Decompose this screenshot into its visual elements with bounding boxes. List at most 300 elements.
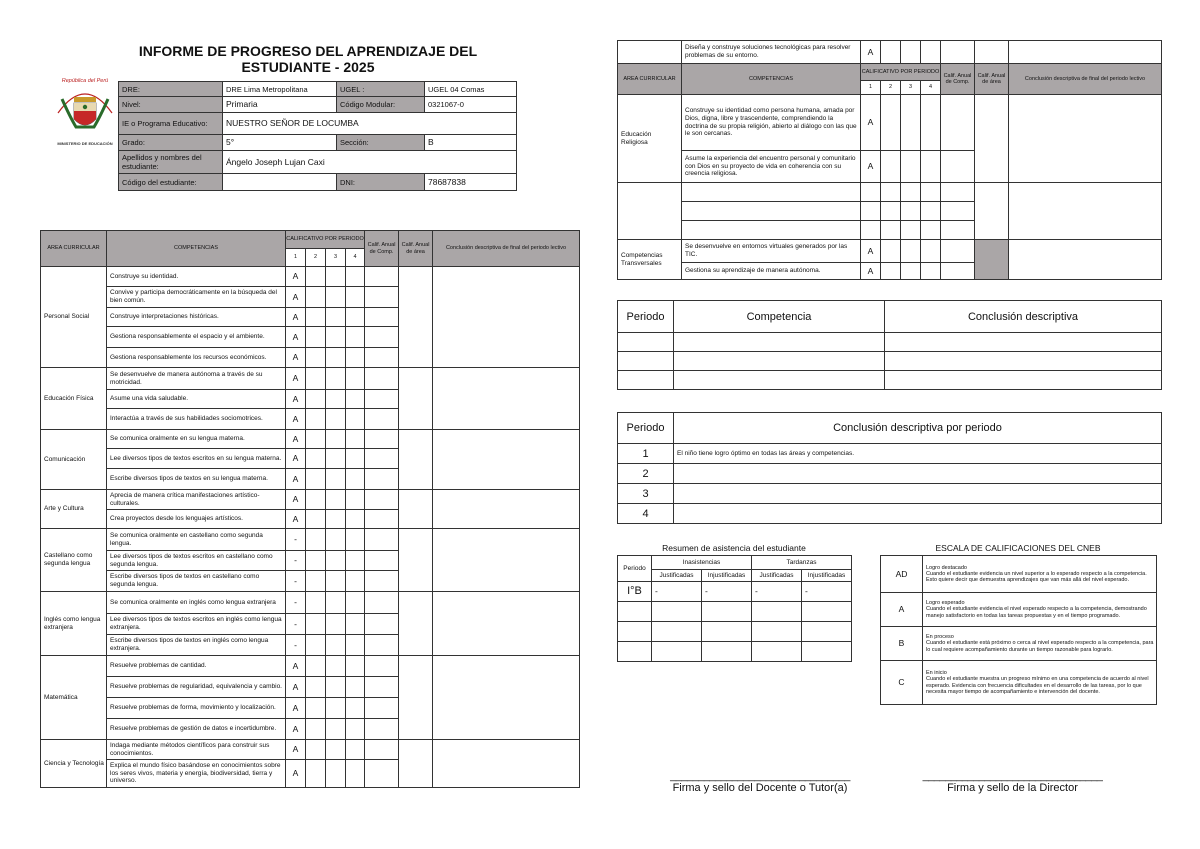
conclusion-header: Conclusión descriptiva	[885, 301, 1162, 333]
calif-comp-cell	[365, 267, 399, 287]
competency-text: Asume una vida saludable.	[107, 390, 286, 409]
grade-p2	[306, 635, 326, 656]
calif-comp-cell	[365, 490, 399, 510]
competency-text: Resuelve problemas de gestión de datos e incertidumbre.	[107, 719, 286, 740]
grade-p2	[306, 677, 326, 698]
grade-p3	[326, 510, 346, 529]
document-title: INFORME DE PROGRESO DEL APRENDIZAJE DEL ESTUDIANTE - 2025	[138, 43, 478, 75]
grade-p2	[306, 368, 326, 390]
conclusion-cell	[433, 490, 580, 529]
grade-p1: A	[861, 41, 881, 64]
coat-of-arms-icon	[50, 77, 120, 147]
conclusion-cell	[433, 592, 580, 656]
scale-row	[881, 627, 1157, 661]
grade-p3	[326, 348, 346, 368]
grade-p1: A	[861, 240, 881, 263]
grade-p3	[326, 656, 346, 677]
grade-p3	[326, 760, 346, 788]
grade-p1: A	[861, 95, 881, 151]
grade-p1: A	[861, 263, 881, 280]
calif-comp-header: Calif. Anual de Comp.	[941, 64, 975, 95]
grade-p1: A	[286, 348, 306, 368]
competency-text: Resuelve problemas de cantidad.	[107, 656, 286, 677]
grade-p4	[346, 327, 365, 348]
ugel-label: UGEL :	[337, 82, 425, 97]
periodo-header: Periodo	[618, 301, 674, 333]
competency-text: Lee diversos tipos de textos escritos en inglés como lengua extranjera.	[107, 614, 286, 635]
area-name: Ciencia y Tecnología	[41, 740, 107, 788]
attendance-value: -	[802, 582, 852, 602]
calif-comp-header: Calif. Anual de Comp.	[365, 231, 399, 267]
scale-table	[880, 555, 1157, 705]
attendance-value: -	[702, 582, 752, 602]
conclusion-cell	[433, 529, 580, 592]
grade-p2	[306, 267, 326, 287]
scale-desc: Cuando el estudiante está próximo o cerca al nivel esperado respecto a la competencia, para lo cual requiere acompañamiento durante un tiempo razonable para lograrlo.	[926, 640, 1154, 653]
grade-p4	[346, 719, 365, 740]
calif-comp-cell	[365, 740, 399, 760]
grade-p1: A	[286, 656, 306, 677]
grade-p3	[326, 308, 346, 327]
attendance-table	[617, 555, 852, 662]
period-2-header: 2	[306, 249, 326, 267]
calif-area-cell	[399, 740, 433, 788]
grade-p1: A	[286, 698, 306, 719]
area-name: Competencias Transversales	[618, 240, 682, 280]
grades-table-left	[40, 230, 580, 788]
injustificadas-header: Injustificadas	[702, 570, 752, 582]
grade-p1: A	[286, 430, 306, 449]
grade-p2	[306, 430, 326, 449]
calif-area-cell	[975, 41, 1009, 64]
logo-caption: MINISTERIO DE EDUCACIÓN	[57, 141, 113, 146]
grade-p1: A	[286, 308, 306, 327]
conclusion-cell	[433, 368, 580, 430]
grade-p3	[326, 719, 346, 740]
nivel-value: Primaria	[223, 97, 337, 113]
grade-p1: A	[286, 368, 306, 390]
competency-text: Indaga mediante métodos científicos para construir sus conocimientos.	[107, 740, 286, 760]
grade-p4	[346, 510, 365, 529]
area-header: AREA CURRICULAR	[618, 64, 682, 95]
ministry-logo	[50, 77, 120, 147]
competency-row	[41, 656, 580, 677]
competency-text: Construye interpretaciones históricas.	[107, 308, 286, 327]
logo-arc-text: República del Perú	[61, 78, 109, 84]
scale-code: AD	[881, 556, 923, 593]
justificadas-header: Justificadas	[752, 570, 802, 582]
grade-p4	[346, 490, 365, 510]
grade-p3	[326, 740, 346, 760]
calif-comp-cell	[365, 390, 399, 409]
scale-desc: Cuando el estudiante evidencia el nivel esperado respecto a la competencia, demostrando manejo satisfactorio en todas las tareas propuestas y en el tiempo programado.	[926, 606, 1147, 619]
grade-p4	[346, 635, 365, 656]
calif-comp-cell	[365, 635, 399, 656]
grade-p4	[346, 368, 365, 390]
scale-desc: Cuando el estudiante evidencia un nivel superior a lo esperado respecto a la competencia. Esto quiere decir que demuestra aprendizajes que van más allá del nivel esperado.	[926, 570, 1147, 584]
grade-p3	[326, 368, 346, 390]
period-conclusion-text: El niño tiene logro óptimo en todas las áreas y competencias.	[674, 444, 1162, 464]
grade-p4	[346, 760, 365, 788]
dre-label: DRE:	[119, 82, 223, 97]
competency-text: Se comunica oralmente en inglés como lengua extranjera	[107, 592, 286, 614]
grade-p4	[346, 698, 365, 719]
scale-name: En proceso	[926, 634, 954, 641]
dre-value: DRE Lima Metropolitana	[223, 82, 337, 97]
grade-p2	[306, 287, 326, 308]
competency-text: Se desenvuelve de manera autónoma a través de su motricidad.	[107, 368, 286, 390]
grade-p4	[346, 287, 365, 308]
calif-comp-cell	[365, 571, 399, 592]
competency-row	[41, 430, 580, 449]
competency-row	[41, 490, 580, 510]
calif-comp-cell	[365, 719, 399, 740]
calif-area-cell	[399, 267, 433, 368]
competency-row	[41, 267, 580, 287]
signature-docente-label: Firma y sello del Docente o Tutor(a)	[672, 782, 848, 794]
competency-text: Construye su identidad como persona humana, amada por Dios, digna, libre y trascendente, comprendiendo la doctrina de su propia religión, abierto al diálogo con las que le son cercanas.	[682, 95, 861, 151]
calif-comp-cell	[365, 409, 399, 430]
conclusion-cell	[433, 656, 580, 740]
grade-p3	[326, 571, 346, 592]
grade-p3	[326, 551, 346, 571]
grade-p1: A	[286, 677, 306, 698]
grade-p1: A	[861, 151, 881, 183]
calif-comp-cell	[365, 614, 399, 635]
calificativo-header: CALIFICATIVO POR PERIODO	[286, 231, 365, 249]
codmod-label: Código Modular:	[337, 97, 425, 113]
competency-text: Lee diversos tipos de textos escritos en su lengua materna.	[107, 449, 286, 469]
area-cell-blank	[618, 41, 682, 64]
grade-p2	[306, 592, 326, 614]
grade-p1: -	[286, 614, 306, 635]
calif-comp-cell	[365, 656, 399, 677]
area-name: Personal Social	[41, 267, 107, 368]
competency-text: Escribe diversos tipos de textos en castellano como segunda lengua.	[107, 571, 286, 592]
competency-text: Lee diversos tipos de textos escritos en castellano como segunda lengua.	[107, 551, 286, 571]
grades-table-right	[617, 40, 1162, 280]
attendance-title: Resumen de asistencia del estudiante	[662, 543, 806, 553]
justificadas-header: Justificadas	[652, 570, 702, 582]
competency-row	[41, 529, 580, 551]
period-number: 2	[618, 464, 674, 484]
conclusion-header: Conclusión descriptiva por periodo	[674, 413, 1162, 444]
grade-p1: A	[286, 327, 306, 348]
calif-area-cell	[975, 183, 1009, 240]
grade-p3	[326, 327, 346, 348]
conclusion-cell	[433, 267, 580, 368]
period-competency-table	[617, 300, 1162, 390]
grade-p4	[346, 469, 365, 490]
area-name: Educación Religiosa	[618, 95, 682, 183]
competency-text: Construye su identidad.	[107, 267, 286, 287]
grade-p3	[326, 430, 346, 449]
grade-p1: A	[286, 287, 306, 308]
area-name: Educación Física	[41, 368, 107, 430]
seccion-label: Sección:	[337, 135, 425, 151]
area-name: Comunicación	[41, 430, 107, 490]
inasistencias-header: Inasistencias	[652, 556, 752, 570]
grade-p2	[306, 698, 326, 719]
period-number: 1	[618, 444, 674, 464]
grade-p1: -	[286, 635, 306, 656]
grade-p3	[901, 41, 921, 64]
grade-p4	[346, 409, 365, 430]
calif-comp-cell	[365, 308, 399, 327]
calif-area-cell	[399, 656, 433, 740]
grade-p1: A	[286, 719, 306, 740]
competency-text: Escribe diversos tipos de textos en inglés como lengua extranjera.	[107, 635, 286, 656]
calif-comp-cell	[365, 287, 399, 308]
period-number: 3	[618, 484, 674, 504]
calif-area-cell	[399, 529, 433, 592]
ie-label: IE o Programa Educativo:	[119, 113, 223, 135]
nivel-label: Nivel:	[119, 97, 223, 113]
calif-comp-cell	[365, 449, 399, 469]
grade-p2	[306, 469, 326, 490]
conclusion-cell	[1009, 240, 1162, 280]
grade-p1: A	[286, 390, 306, 409]
grado-label: Grado:	[119, 135, 223, 151]
grade-p2	[306, 656, 326, 677]
nombre-value: Ángelo Joseph Lujan Caxi	[223, 151, 517, 174]
grade-p2	[306, 327, 326, 348]
grade-p1: A	[286, 409, 306, 430]
area-cell-blank	[618, 183, 682, 240]
competency-text: Escribe diversos tipos de textos en su lengua materna.	[107, 469, 286, 490]
grade-p1: A	[286, 469, 306, 490]
grade-p1: A	[286, 490, 306, 510]
grade-p3	[326, 267, 346, 287]
grade-p2	[306, 719, 326, 740]
grade-p4	[346, 551, 365, 571]
grado-value: 5°	[223, 135, 337, 151]
calif-comp-cell	[365, 469, 399, 490]
calif-comp-cell	[365, 368, 399, 390]
conclusion-cell	[433, 740, 580, 788]
competency-row	[41, 740, 580, 760]
period-conclusion-row	[618, 444, 1162, 464]
grade-p4	[921, 41, 941, 64]
conclusion-cell	[1009, 183, 1162, 240]
scale-name: Logro esperado	[926, 600, 965, 607]
grade-p4	[346, 449, 365, 469]
area-name: Matemática	[41, 656, 107, 740]
period-conclusion-row	[618, 504, 1162, 524]
period-conclusion-row	[618, 464, 1162, 484]
dni-label: DNI:	[337, 174, 425, 191]
competency-text: Resuelve problemas de forma, movimiento y localización.	[107, 698, 286, 719]
grade-p3	[326, 635, 346, 656]
grade-p2	[306, 614, 326, 635]
competency-text: Se comunica oralmente en su lengua materna.	[107, 430, 286, 449]
calificativo-header: CALIFICATIVO POR PERIODO	[861, 64, 941, 81]
grade-p2	[306, 490, 326, 510]
grade-p2	[306, 390, 326, 409]
grade-p4	[346, 592, 365, 614]
calif-comp-cell	[365, 327, 399, 348]
grade-p2	[306, 551, 326, 571]
period-3-header: 3	[326, 249, 346, 267]
period-number: 4	[618, 504, 674, 524]
period-1-header: 1	[286, 249, 306, 267]
periodo-header: Periodo	[618, 556, 652, 582]
grade-p2	[306, 348, 326, 368]
scale-row	[881, 556, 1157, 593]
calif-comp-cell	[365, 430, 399, 449]
seccion-value: B	[425, 135, 517, 151]
scale-row	[881, 593, 1157, 627]
scale-name: En inicio	[926, 669, 947, 676]
competency-text: Aprecia de manera crítica manifestaciones artístico-culturales.	[107, 490, 286, 510]
grade-p3	[326, 390, 346, 409]
period-conclusion-text	[674, 484, 1162, 504]
grade-p3	[326, 409, 346, 430]
competency-text: Interactúa a través de sus habilidades sociomotrices.	[107, 409, 286, 430]
tardanzas-header: Tardanzas	[752, 556, 852, 570]
competency-text: Se desenvuelve en entornos virtuales generados por las TIC.	[682, 240, 861, 263]
grade-p4	[346, 571, 365, 592]
period-conclusion-text	[674, 504, 1162, 524]
grade-p1: A	[286, 510, 306, 529]
calif-area-cell	[975, 95, 1009, 183]
competency-row	[41, 592, 580, 614]
injustificadas-header: Injustificadas	[802, 570, 852, 582]
grade-p4	[346, 267, 365, 287]
calif-comp-cell	[365, 510, 399, 529]
competency-text: Resuelve problemas de regularidad, equivalencia y cambio.	[107, 677, 286, 698]
area-name: Arte y Cultura	[41, 490, 107, 529]
calif-comp-cell	[365, 677, 399, 698]
competency-text: Se comunica oralmente en castellano como segunda lengua.	[107, 529, 286, 551]
period-conclusion-text	[674, 464, 1162, 484]
calif-comp-cell	[941, 41, 975, 64]
grade-p3	[326, 449, 346, 469]
grade-p1: -	[286, 551, 306, 571]
competency-text: Gestiona responsablemente los recursos económicos.	[107, 348, 286, 368]
conclusion-cell	[1009, 41, 1162, 64]
codigo-label: Código del estudiante:	[119, 174, 223, 191]
calif-area-cell	[399, 592, 433, 656]
calif-area-cell	[399, 430, 433, 490]
scale-desc: Cuando el estudiante muestra un progreso mínimo en una competencia de acuerdo al nivel esperado. Evidencia con frecuencia dificultades en el desarrollo de las tareas, por lo que necesita mayor tiempo de acompañamiento e intervención del docente.	[926, 676, 1149, 695]
codigo-value	[223, 174, 337, 191]
grade-p3	[326, 469, 346, 490]
scale-code: A	[881, 593, 923, 627]
conclusion-header: Conclusión descriptiva de final del periodo lectivo	[433, 231, 580, 267]
calif-area-header: Calif. Anual de área	[399, 231, 433, 267]
competency-text: Asume la experiencia del encuentro personal y comunitario con Dios en su proyecto de vida en coherencia con su creencia religiosa.	[682, 151, 861, 183]
grade-p1: A	[286, 267, 306, 287]
signature-line-director: ________________________________	[922, 770, 1103, 782]
competencias-header: COMPETENCIAS	[107, 231, 286, 267]
scale-name: Logro destacado	[926, 564, 967, 571]
grade-p3	[326, 490, 346, 510]
competency-text: Convive y participa democráticamente en la búsqueda del bien común.	[107, 287, 286, 308]
grade-p4	[346, 308, 365, 327]
competency-text: Explica el mundo físico basándose en conocimientos sobre los seres vivos, materia y energía, biodiversidad, tierra y universo.	[107, 760, 286, 788]
attendance-period: I°B	[618, 582, 652, 602]
calif-comp-cell	[365, 348, 399, 368]
competency-text: Crea proyectos desde los lenguajes artísticos.	[107, 510, 286, 529]
period-3-header: 3	[901, 81, 921, 95]
grade-p3	[326, 614, 346, 635]
periodo-header: Periodo	[618, 413, 674, 444]
grade-p1: -	[286, 529, 306, 551]
competency-text: Diseña y construye soluciones tecnológicas para resolver problemas de su entorno.	[682, 41, 861, 64]
nombre-label: Apellidos y nombres del estudiante:	[119, 151, 223, 174]
calif-comp-cell	[365, 760, 399, 788]
calif-comp-cell	[365, 698, 399, 719]
grade-p4	[346, 390, 365, 409]
grade-p4	[346, 656, 365, 677]
student-info-table	[118, 81, 517, 191]
attendance-value: -	[752, 582, 802, 602]
period-4-header: 4	[346, 249, 365, 267]
period-1-header: 1	[861, 81, 881, 95]
conclusion-header: Conclusión descriptiva de final del periodo lectivo	[1009, 64, 1162, 95]
grade-p1: -	[286, 592, 306, 614]
grade-p2	[306, 449, 326, 469]
grade-p2	[306, 760, 326, 788]
grade-p3	[326, 592, 346, 614]
signature-director-label: Firma y sello de la Director	[947, 782, 1078, 794]
grade-p1: -	[286, 571, 306, 592]
calif-comp-cell	[365, 592, 399, 614]
period-4-header: 4	[921, 81, 941, 95]
calif-area-cell	[399, 490, 433, 529]
calif-area-header: Calif. Anual de área	[975, 64, 1009, 95]
grade-p2	[306, 409, 326, 430]
grade-p3	[326, 287, 346, 308]
area-name: Inglés como lengua extranjera	[41, 592, 107, 656]
period-2-header: 2	[881, 81, 901, 95]
period-conclusion-row	[618, 484, 1162, 504]
competency-row	[41, 368, 580, 390]
grade-p3	[326, 698, 346, 719]
signature-line-docente: ________________________________	[670, 770, 850, 782]
competencia-header: Competencia	[674, 301, 885, 333]
grade-p2	[881, 41, 901, 64]
scale-code: B	[881, 627, 923, 661]
grade-p2	[306, 510, 326, 529]
calif-comp-cell	[365, 529, 399, 551]
area-name: Castellano como segunda lengua	[41, 529, 107, 592]
grade-p4	[346, 614, 365, 635]
period-conclusion-table	[617, 412, 1162, 524]
grade-p4	[346, 529, 365, 551]
grade-p2	[306, 740, 326, 760]
scale-title: ESCALA DE CALIFICACIONES DEL CNEB	[935, 543, 1101, 553]
grade-p1: A	[286, 449, 306, 469]
grade-p1: A	[286, 760, 306, 788]
grade-p4	[346, 348, 365, 368]
grade-p3	[326, 677, 346, 698]
area-header: AREA CURRICULAR	[41, 231, 107, 267]
grade-p3	[326, 529, 346, 551]
ugel-value: UGEL 04 Comas	[425, 82, 517, 97]
grade-p4	[346, 677, 365, 698]
scale-row	[881, 661, 1157, 705]
scale-code: C	[881, 661, 923, 705]
ie-value: NUESTRO SEÑOR DE LOCUMBA	[223, 113, 517, 135]
calif-area-cell	[399, 368, 433, 430]
calif-area-shaded	[975, 240, 1009, 280]
conclusion-cell	[1009, 95, 1162, 183]
competency-text: Gestiona su aprendizaje de manera autónoma.	[682, 263, 861, 280]
grade-p2	[306, 308, 326, 327]
grade-p2	[306, 571, 326, 592]
